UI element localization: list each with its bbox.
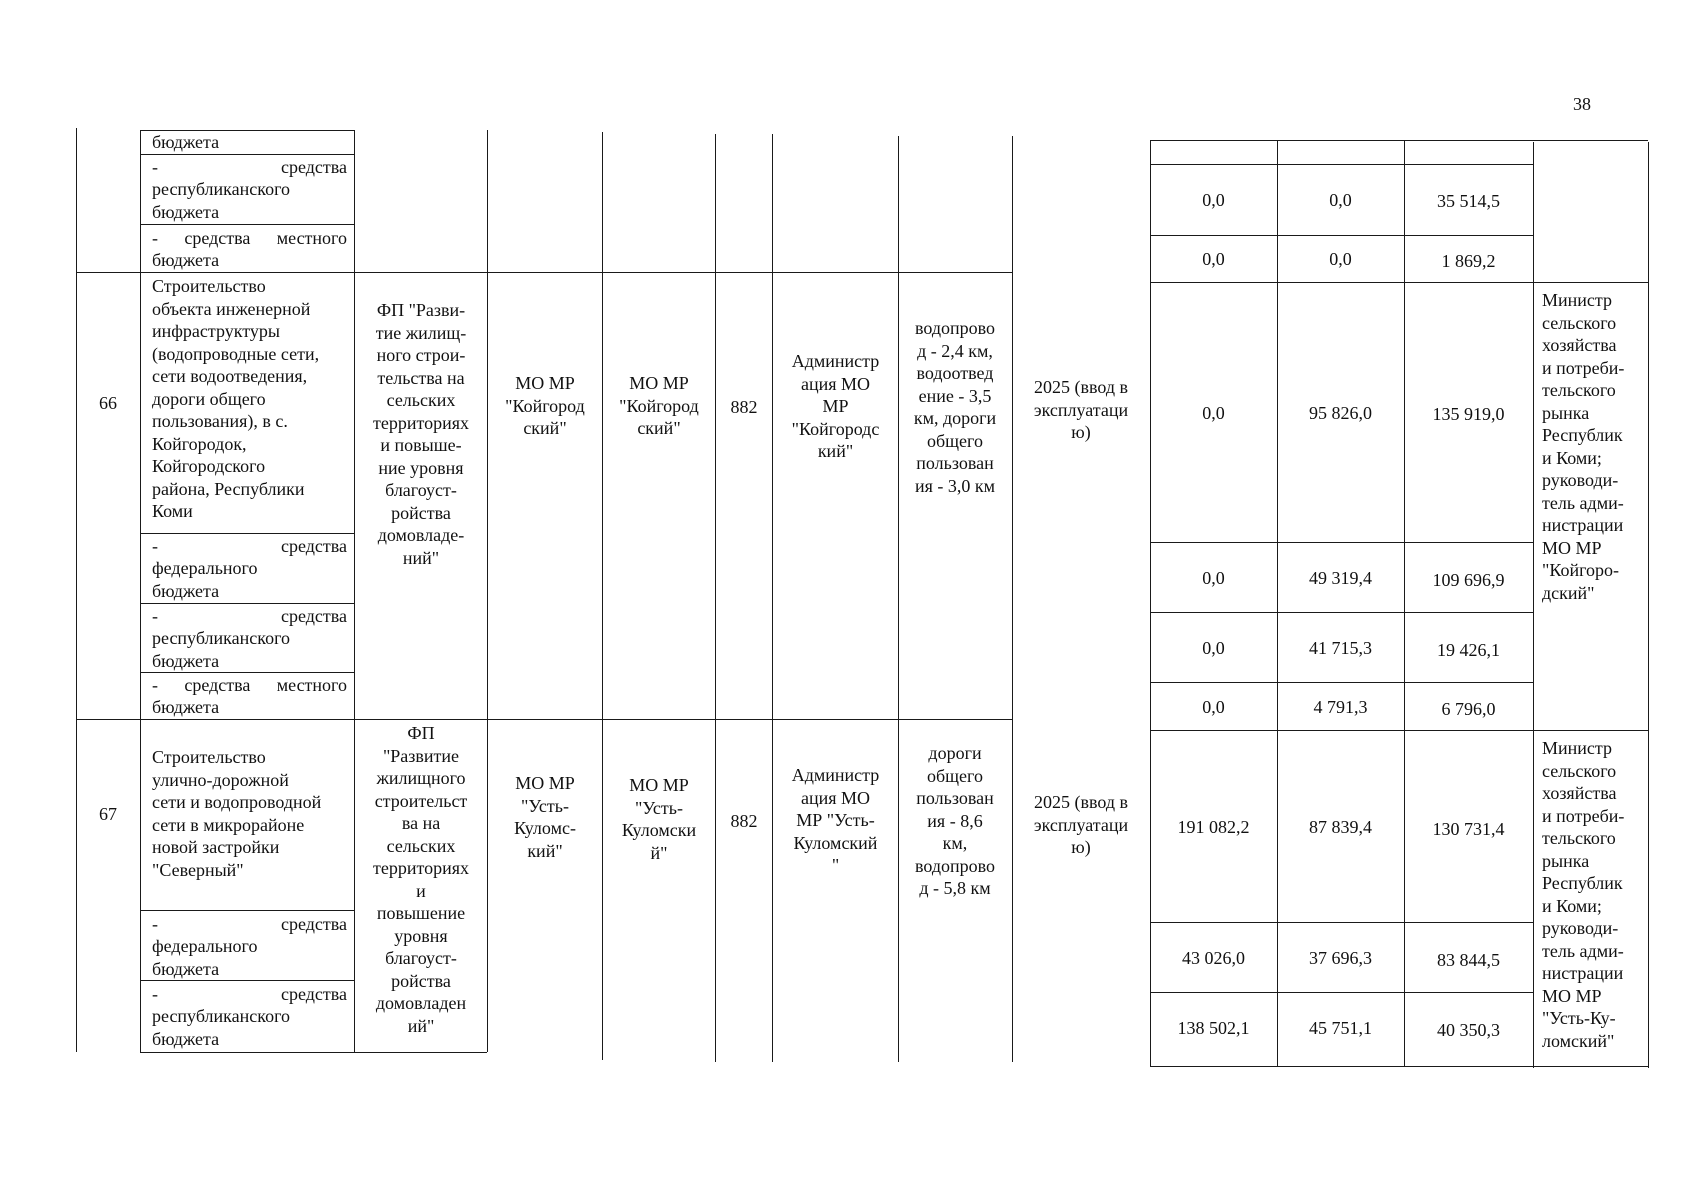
municipality-location: МО МР "Усть- Куломски й" [621, 775, 697, 863]
table-border [1150, 235, 1533, 236]
value-cell: 49 319,4 [1309, 568, 1372, 588]
completion-term: 2025 (ввод в эксплуатаци ю) [1033, 792, 1129, 857]
table-border [1150, 682, 1533, 683]
table-border [76, 272, 1012, 273]
table-border [1150, 164, 1533, 165]
value-cell: 109 696,9 [1432, 570, 1505, 590]
table-border [1150, 282, 1648, 283]
budget-label: - средства [152, 914, 347, 934]
program-name: ФП "Развитие жилищного строительст ва на сельских территориях и повышение уровня благоуст- ройства домовладен ий" [372, 723, 470, 1036]
value-cell: 19 426,1 [1437, 640, 1500, 660]
value-cell: 0,0 [1202, 638, 1225, 658]
table-border [1150, 922, 1533, 923]
table-border [1150, 140, 1151, 1066]
budget-label: - средства [152, 536, 347, 556]
table-border [140, 1052, 487, 1053]
municipality-owner: МО МР "Койгород ский" [505, 373, 585, 438]
administrator: Администр ация МО МР "Усть- Куломский " [791, 765, 880, 875]
value-cell: 138 502,1 [1177, 1018, 1250, 1038]
table-border [1533, 142, 1534, 1068]
table-border [1150, 992, 1533, 993]
table-border [715, 134, 716, 1062]
table-border [76, 719, 1012, 720]
budget-label: - средства [152, 984, 347, 1004]
value-cell: 0,0 [1202, 697, 1225, 717]
municipality-owner: МО МР "Усть- Куломс- кий" [514, 773, 576, 861]
table-border [1150, 542, 1533, 543]
table-border [1012, 136, 1013, 1062]
value-cell: 87 839,4 [1309, 817, 1372, 837]
table-border [140, 154, 354, 155]
value-cell: 191 082,2 [1177, 817, 1250, 837]
table-border [1150, 140, 1648, 141]
table-border [140, 533, 354, 534]
object-name: Строительство улично-дорожной сети и водопроводной сети в микрорайоне новой застройки "Северный" [152, 747, 322, 880]
table-border [76, 128, 77, 1052]
value-cell: 0,0 [1202, 190, 1225, 210]
program-name: ФП "Разви- тие жилищ- ного строи- тельства на сельских территориях и повыше- ние уровня благоуст- ройства домовладе- ний" [372, 300, 470, 568]
responsible-executor: Министр сельского хозяйства и потреби- тельского рынка Республик и Коми; руководи- тель адми- нистрации МО МР "Усть-Ку- ломский" [1542, 738, 1625, 1051]
budget-label: республиканского бюджета [152, 628, 290, 671]
budget-label: бюджета [152, 697, 220, 717]
budget-label: республиканского бюджета [152, 179, 290, 222]
value-cell: 40 350,3 [1437, 1020, 1500, 1040]
value-cell: 0,0 [1329, 249, 1352, 269]
table-border [140, 910, 354, 911]
table-border [772, 134, 773, 1062]
completion-term: 2025 (ввод в эксплуатаци ю) [1033, 377, 1129, 442]
table-border [1277, 140, 1278, 1066]
value-cell: 83 844,5 [1437, 950, 1500, 970]
row-number: 67 [99, 804, 117, 824]
value-cell: 43 026,0 [1182, 948, 1245, 968]
value-cell: 0,0 [1202, 249, 1225, 269]
budget-label: федерального бюджета [152, 936, 258, 979]
budget-code: 882 [730, 397, 758, 417]
table-border [1150, 1066, 1648, 1067]
table-border [140, 224, 354, 225]
value-cell: 45 751,1 [1309, 1018, 1372, 1038]
budget-label: бюджета [152, 250, 220, 270]
value-cell: 130 731,4 [1432, 819, 1505, 839]
value-cell: 1 869,2 [1441, 251, 1496, 271]
value-cell: 4 791,3 [1313, 697, 1368, 717]
administrator: Администр ация МО МР "Койгородс кий" [791, 351, 880, 461]
budget-label: - средства [152, 157, 347, 177]
value-cell: 0,0 [1202, 403, 1225, 423]
value-cell: 135 919,0 [1432, 404, 1505, 424]
capacity: водопрово д - 2,4 км, водоотвед ение - 3,5 км, дороги общего пользован ия - 3,0 км [913, 318, 997, 496]
table-border [140, 603, 354, 604]
table-border [140, 980, 354, 981]
value-cell: 37 696,3 [1309, 948, 1372, 968]
page-number: 38 [1573, 94, 1591, 114]
table-border [1404, 140, 1405, 1066]
object-name: Строительство объекта инженерной инфраструктуры (водопроводные сети, сети водоотведения, дороги общего пользования), в с. Койгородок, Койгородского района, Республики Коми [152, 276, 320, 521]
municipality-location: МО МР "Койгород ский" [619, 373, 699, 438]
responsible-executor: Министр сельского хозяйства и потреби- тельского рынка Республик и Коми; руководи- тель адми- нистрации МО МР "Койгоро- дский" [1542, 290, 1625, 603]
capacity: дороги общего пользован ия - 8,6 км, водопрово д - 5,8 км [914, 743, 996, 898]
value-cell: 0,0 [1329, 190, 1352, 210]
budget-label: республиканского бюджета [152, 1006, 290, 1049]
budget-label-tail: бюджета [152, 132, 220, 152]
row-number: 66 [99, 393, 117, 413]
table-border [898, 136, 899, 1062]
table-border [1150, 612, 1533, 613]
budget-code: 882 [730, 811, 758, 831]
budget-label: - средства местного [152, 228, 347, 248]
table-border [354, 130, 355, 1052]
budget-label: - средства [152, 606, 347, 626]
value-cell: 6 796,0 [1441, 699, 1496, 719]
value-cell: 35 514,5 [1437, 191, 1500, 211]
value-cell: 41 715,3 [1309, 638, 1372, 658]
value-cell: 95 826,0 [1309, 403, 1372, 423]
table-border [1150, 730, 1648, 731]
table-border [140, 130, 141, 1052]
table-border [140, 672, 354, 673]
value-cell: 0,0 [1202, 568, 1225, 588]
table-border [1648, 142, 1649, 1068]
table-border [487, 130, 488, 1052]
budget-label: - средства местного [152, 675, 347, 695]
budget-label: федерального бюджета [152, 558, 258, 601]
